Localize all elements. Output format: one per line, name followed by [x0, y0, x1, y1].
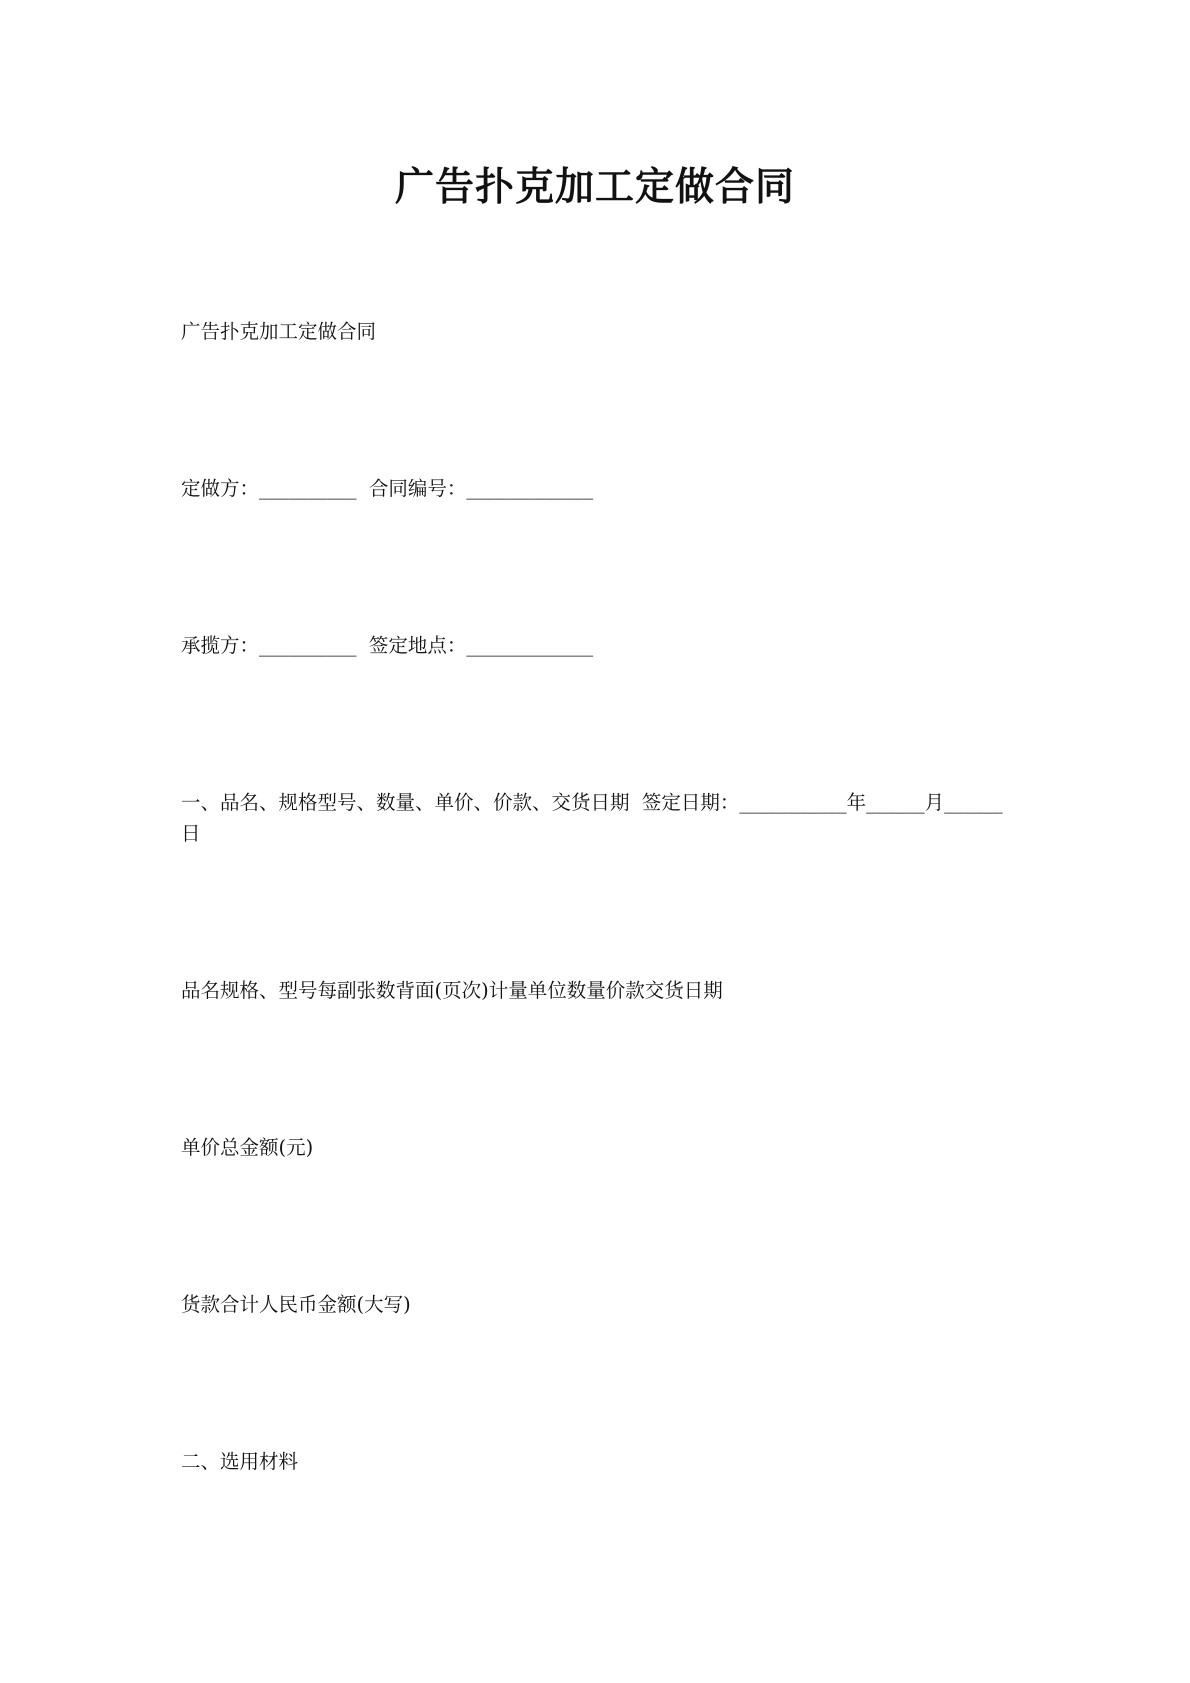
party-a-line: 定做方：__________ 合同编号：_____________ — [181, 477, 594, 500]
contract-subtitle: 广告扑克加工定做合同 — [181, 320, 377, 343]
table-header-line-2: 单价总金额(元) — [181, 1136, 314, 1159]
document-title: 广告扑克加工定做合同 — [394, 164, 795, 210]
party-b-line: 承揽方：__________ 签定地点：_____________ — [181, 634, 594, 657]
section-2-heading: 二、选用材料 — [181, 1450, 299, 1473]
section-1-heading: 一、品名、规格型号、数量、单价、价款、交货日期 签定日期：___________年______月______日 — [181, 791, 1003, 845]
table-header-line-1: 品名规格、型号每副张数背面(页次)计量单位数量价款交货日期 — [181, 979, 723, 1002]
table-header-line-3: 货款合计人民币金额(大写) — [181, 1293, 411, 1316]
